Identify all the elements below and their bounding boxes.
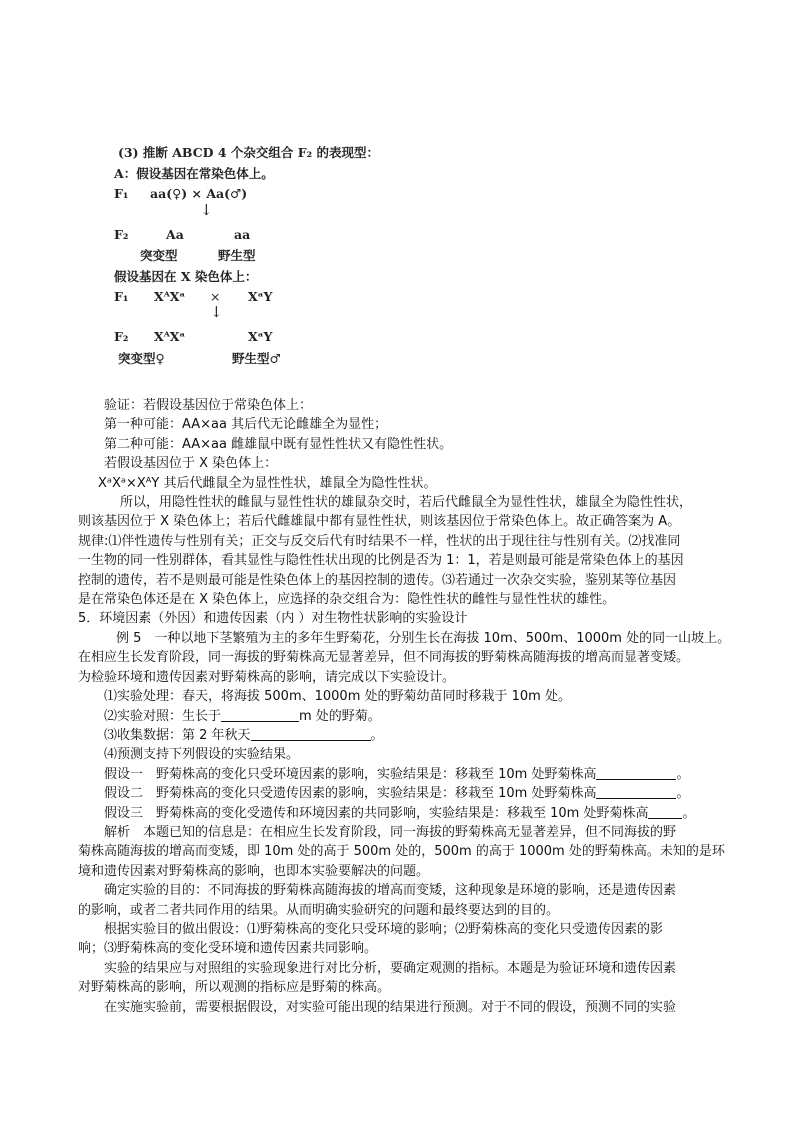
x-f1-mother: XᴬXᵃ	[154, 289, 186, 304]
x-hypothesis-line: 若假设基因位于 X 染色体上：	[104, 456, 278, 472]
x-f2-phenotype-2: 野生型♂	[232, 351, 281, 366]
conclusion-line-2: 则该基因位于 X 染色体上；若后代雌雄鼠中都有显性性状，则该基因位于常染色体上。故正确答案为 A。	[78, 514, 681, 530]
autosome-f1-label: F₁	[114, 186, 129, 201]
analysis-line-1: 解析 本题已知的信息是：在相应生长发育阶段，同一海拔的野菊株高无显著差异，但不同海拔的野	[104, 824, 677, 840]
hypothesis-2: 假设二 野菊株高的变化只受遗传因素的影响，实验结果是：移栽至 10m 处野菊株高 。	[104, 786, 690, 802]
figure-title: (3) 推断 ABCD 4 个杂交组合 F₂ 的表现型：	[118, 145, 379, 160]
purpose-line-1: 确定实验的目的：不同海拔的野菊株高随海拔的增高而变矮，这种现象是环境的影响，还是遗传因素	[104, 883, 677, 899]
x-f1-times: ×	[210, 289, 221, 304]
autosome-f2-label: F₂	[114, 227, 129, 242]
autosome-f2-genotype-1: Aa	[166, 227, 184, 242]
analysis-line-3: 境和遗传因素对野菊株高的影响，也即本实验要解决的问题。	[78, 863, 430, 879]
observation-line-2: 对野菊株高的影响，所以观测的指标应是野菊的株高。	[78, 980, 391, 996]
first-possibility-line: 第一种可能：AA×aa 其后代无论雌雄全为显性；	[104, 417, 388, 433]
question-1: ⑴实验处理：春天，将海拔 500m、1000m 处的野菊幼苗同时移栽于 10m 处。	[104, 689, 571, 705]
x-down-arrow: ↓	[210, 303, 223, 321]
verification-line: 验证：若假设基因位于常染色体上：	[104, 398, 313, 413]
analysis-line-2: 菊株高随海拔的增高而变矮，即 10m 处的高于 500m 处的，500m 的高于 1000m 处的野菊株高。未知的是环	[78, 844, 725, 860]
x-f2-genotype-1: XᴬXᵃ	[154, 329, 186, 344]
conclusion-line-1: 所以，用隐性性状的雌鼠与显性性状的雄鼠杂交时，若后代雌鼠全为显性性状，雄鼠全为隐性性状，	[120, 495, 693, 511]
autosome-heading: A：假设基因在常染色体上。	[114, 166, 274, 181]
blank-hypothesis-1[interactable]	[596, 766, 676, 780]
hypotheses-line-1: 根据实验目的做出假设：⑴野菊株高的变化只受环境的影响；⑵野菊株高的变化只受遗传因素的影	[104, 921, 664, 937]
autosome-f2-phenotype-2: 野生型	[218, 248, 256, 263]
genetics-cross-figure	[110, 143, 410, 368]
hypothesis-1: 假设一 野菊株高的变化只受环境因素的影响，实验结果是：移栽至 10m 处野菊株高 。	[104, 766, 690, 782]
autosome-down-arrow: ↓	[200, 201, 213, 219]
blank-data-collection[interactable]	[251, 727, 371, 741]
observation-line-1: 实验的结果应与对照组的实验现象进行对比分析，要确定观测的指标。本题是为验证环境和遗传因素	[104, 960, 677, 976]
rule-line-4: 是在常染色体还是在 X 染色体上，应选择的杂交组合为：隐性性状的雌性与显性性状的雄性。	[78, 592, 616, 608]
blank-hypothesis-3[interactable]	[648, 805, 682, 819]
second-possibility-line: 第二种可能：AA×aa 雌雄鼠中既有显性性状又有隐性性状。	[104, 436, 453, 452]
rule-line-1: 规律:⑴伴性遗传与性别有关；正交与反交后代有时结果不一样，性状的出于现往往与性别有关。⑵找准同	[78, 533, 681, 549]
prediction-line-1: 在实施实验前，需要根据假设，对实验可能出现的结果进行预测。对于不同的假设，预测不同的实验	[104, 999, 677, 1015]
section-heading-5: 5．环境因素（外因）和遗传因素（内 ）对生物性状影响的实验设计	[78, 611, 468, 627]
x-f2-genotype-2: XᵃY	[248, 329, 273, 344]
question-3: ⑶收集数据：第 2 年秋天 。	[104, 727, 384, 743]
x-f1-father: XᵃY	[248, 289, 273, 304]
hypothesis-3: 假设三 野菊株高的变化受遗传和环境因素的共同影响，实验结果是：移栽至 10m 处野菊株高 。	[104, 805, 696, 821]
x-f1-label: F₁	[114, 289, 129, 304]
autosome-f2-phenotype-1: 突变型	[140, 248, 178, 263]
body-text	[78, 396, 731, 1017]
hypotheses-line-2: 响；⑶野菊株高的变化受环境和遗传因素共同影响。	[78, 941, 378, 957]
x-f2-phenotype-1: 突变型♀	[118, 351, 165, 366]
x-chromosome-heading: 假设基因在 X 染色体上：	[114, 269, 258, 284]
question-2: ⑵实验对照：生长于 m 处的野菊。	[104, 708, 381, 724]
example-5-line-3: 为检验环境和遗传因素对野菊株高的影响，请完成以下实验设计。	[78, 669, 456, 685]
autosome-f1-cross: aa(♀) × Aa(♂)	[150, 186, 248, 201]
rule-line-3: 控制的遗传，若不是则最可能是性染色体上的基因控制的遗传。⑶若通过一次杂交实验，鉴别某等位基因	[78, 572, 677, 588]
blank-hypothesis-2[interactable]	[596, 785, 676, 799]
question-4: ⑷预测支持下列假设的实验结果。	[104, 747, 300, 763]
autosome-f2-genotype-2: aa	[234, 227, 251, 242]
example-5-line-2: 在相应生长发育阶段，同一海拔的野菊株高无显著差异，但不同海拔的野菊株高随海拔的增高而显著变矮。	[78, 650, 690, 666]
x-cross-line: XᵃXᵃ×XᴬY 其后代雌鼠全为显性性状，雄鼠全为隐性性状。	[98, 475, 437, 491]
x-f2-label: F₂	[114, 329, 129, 344]
blank-control-altitude[interactable]	[221, 708, 299, 722]
purpose-line-2: 的影响，或者二者共同作用的结果。从而明确实验研究的问题和最终要达到的目的。	[78, 902, 560, 918]
rule-line-2: 一生物的同一性别群体，看其显性与隐性性状出现的比例是否为 1：1，若是则最可能是常染色体上的基因	[78, 553, 684, 569]
example-5-line-1: 例 5 一种以地下茎繁殖为主的多年生野菊花，分别生长在海拔 10m、500m、1000m 处的同一山坡上。	[116, 630, 731, 646]
